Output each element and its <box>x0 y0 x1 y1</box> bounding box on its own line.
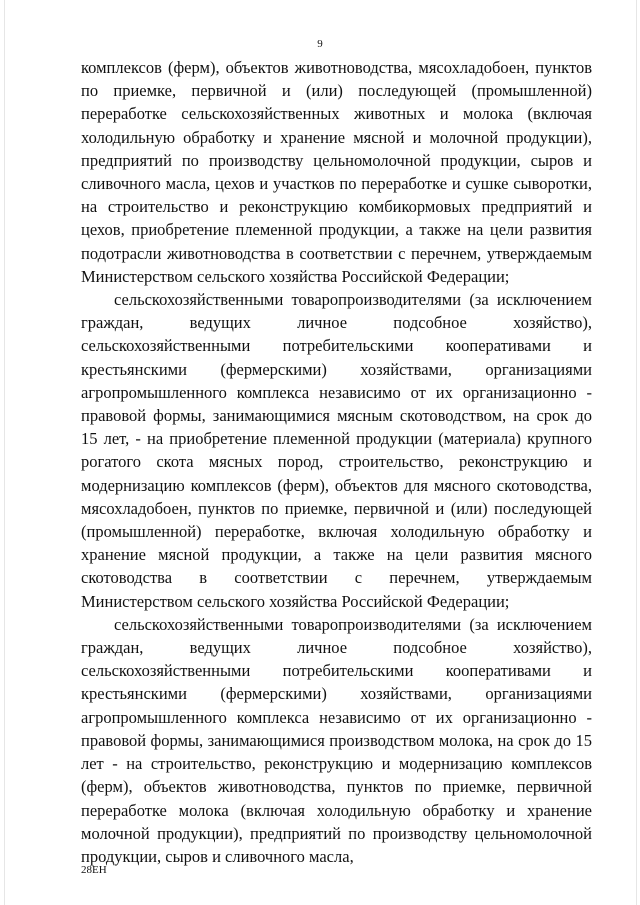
paragraph-beef-cattle: сельскохозяйственными товаропроизводителями (за исключением граждан, ведущих личное подсобное хозяйство), сельскохозяйственными потребительскими кооперативами и крестьянскими (фермерскими) хозяйствами, организациями агропромышленного комплекса независимо от их организационно - правовой формы, занимающимися мясным скотоводством, на срок до 15 лет, - на приобретение племенной продукции (материала) крупного рогатого скота мясных пород, строительство, реконструкцию и модернизацию комплексов (ферм), объектов для мясного скотоводства, мясохладобоен, пунктов по приемке, первичной и (или) последующей (промышленной) переработке, включая холодильную обработку и хранение мясной продукции, а также на цели развития мясного скотоводства в соответствии с перечнем, утверждаемым Министерством сельского хозяйства Российской Федерации; <box>81 290 592 611</box>
body-text <box>81 56 592 868</box>
paragraph-continuation: комплексов (ферм), объектов животноводства, мясохладобоен, пунктов по приемке, первичной и (или) последующей (промышленной) переработке сельскохозяйственных животных и молока (включая холодильную обработку и хранение мясной и молочной продукции), предприятий по производству цельномолочной продукции, сыров и сливочного масла, цехов и участков по переработке и сушке сыворотки, на строительство и реконструкцию комбикормовых предприятий и цехов, приобретение племенной продукции, а также на цели развития подотрасли животноводства в соответствии с перечнем, утверждаемым Министерством сельского хозяйства Российской Федерации; <box>81 58 592 286</box>
paragraph-dairy: сельскохозяйственными товаропроизводителями (за исключением граждан, ведущих личное подсобное хозяйство), сельскохозяйственными потребительскими кооперативами и крестьянскими (фермерскими) хозяйствами, организациями агропромышленного комплекса независимо от их организационно - правовой формы, занимающимися производством молока, на срок до 15 лет - на строительство, реконструкцию и модернизацию комплексов (ферм), объектов животноводства, пунктов по приемке, первичной переработке молока (включая холодильную обработку и хранение молочной продукции), предприятий по производству цельномолочной продукции, сыров и сливочного масла, <box>81 614 592 866</box>
scan-edge-right <box>636 0 637 905</box>
scan-edge-left <box>4 0 5 905</box>
footer-document-code: 28ЕН <box>81 864 107 876</box>
page-number: 9 <box>317 38 323 50</box>
